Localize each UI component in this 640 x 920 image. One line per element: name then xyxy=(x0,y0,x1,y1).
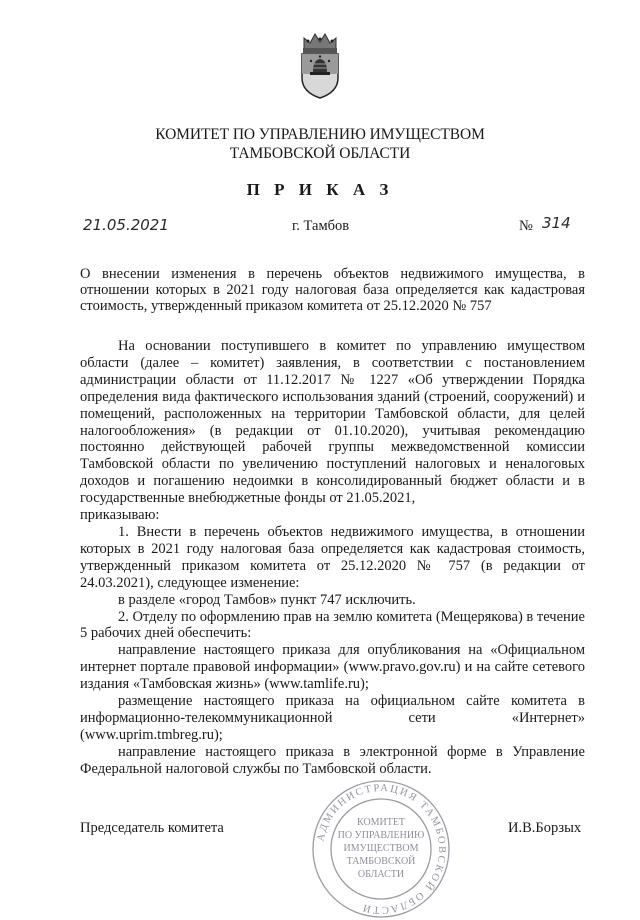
stamp-line1: КОМИТЕТ xyxy=(356,817,406,828)
order-number: 314 xyxy=(542,214,571,232)
stamp-line5: ОБЛАСТИ xyxy=(357,869,405,880)
signatory-name: И.В.Борзых xyxy=(508,820,582,836)
stamp-line3: ИМУЩЕСТВОМ xyxy=(343,843,419,854)
order-city: г. Тамбов xyxy=(292,218,350,234)
order-item-1-change: в разделе «город Тамбов» пункт 747 исключить. xyxy=(118,591,416,608)
official-stamp xyxy=(310,778,452,920)
stamp-line2: ПО УПРАВЛЕНИЮ xyxy=(337,830,425,841)
order-item-2-website: размещение настоящего приказа на официальном сайте комитета в информационно-телекоммуникационной сети «Интернет» (www.uprim.tmbreg.ru); xyxy=(80,693,585,743)
order-item-2: 2. Отделу по оформлению прав на землю комитета (Мещерякова) в течение 5 рабочих дней обеспечить: xyxy=(80,608,585,642)
order-item-1: 1. Внести в перечень объектов недвижимого имущества, в отношении которых в 2021 году налоговая база определяется как кадастровая стоимость, утвержденный приказом комитета от 25.12.2020 № 757 (в редакции от 24.03.2021), следующее изменение: xyxy=(80,523,585,591)
document-type-title: П Р И К А З xyxy=(246,180,394,199)
tambov-coat-of-arms-icon xyxy=(296,30,344,100)
order-directive: приказываю: xyxy=(80,507,160,524)
order-item-2-publication: направление настоящего приказа для опубликования на «Официальном интернет портале правовой информации» (www.pravo.gov.ru) и на сайте сетевого издания «Тамбовская жизнь» (www.tamlife.ru); xyxy=(80,642,585,693)
signatory-position: Председатель комитета xyxy=(80,820,224,836)
order-body xyxy=(80,338,585,778)
organization-name-line2: ТАМБОВСКОЙ ОБЛАСТИ xyxy=(229,145,411,162)
organization-name-line1: КОМИТЕТ ПО УПРАВЛЕНИЮ ИМУЩЕСТВОМ xyxy=(155,126,485,143)
order-item-2-tax-service: направление настоящего приказа в электронной форме в Управление Федеральной налоговой службы по Тамбовской области. xyxy=(80,743,585,777)
stamp-line4: ТАМБОВСКОЙ xyxy=(346,856,416,867)
stamp-ring-text: АДМИНИСТРАЦИЯ ТАМБОВСКОЙ ОБЛАСТИ xyxy=(315,782,448,916)
order-date: 21.05.2021 xyxy=(83,216,169,234)
preamble-paragraph: На основании поступившего в комитет по управлению имуществом области (далее – комитет) заявления, в соответствии с постановлением администрации области от 11.12.2017 № 1227 «Об утверждении Порядка определения вида фактического использования зданий (строений, сооружений) и помещений, расположенных на территории Тамбовской области, для целей налогообложения» (в редакции от 01.10.2020), учитывая рекомендацию постоянно действующей рабочей группы межведомственной комиссии Тамбовской области по увеличению поступлений налоговых и неналоговых доходов и погашению недоимки в консолидированный бюджет области и в государственные внебюджетные фонды от 21.05.2021, xyxy=(80,338,585,507)
order-subject: О внесении изменения в перечень объектов недвижимого имущества, в отношении которых в 2021 году налоговая база определяется как кадастровая стоимость, утвержденный приказом комитета от 25.12.2020 № 757 xyxy=(80,266,585,314)
order-number-prefix: № xyxy=(519,218,533,234)
